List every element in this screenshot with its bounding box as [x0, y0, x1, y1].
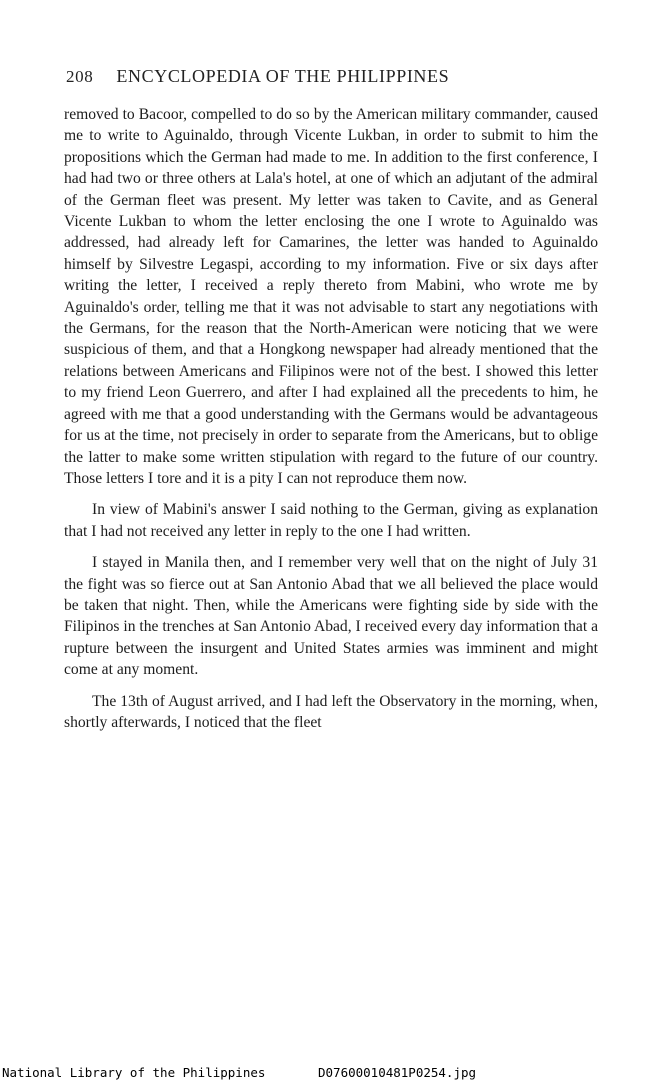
- paragraph-3: I stayed in Manila then, and I remember very well that on the night of July 31 the fight was so fierce out at San Antonio Abad that we all believed the place would be taken that night. Then, while the Americans were fighting side by side with the Filipinos in the trenches at San Antonio Abad, I received every day information that a rupture between the insurgent and United States armies was imminent and might come at any moment.: [64, 554, 598, 679]
- paragraph-2: In view of Mabini's answer I said nothing to the German, giving as explanation that I had not received any letter in reply to the one I had written.: [64, 501, 598, 540]
- scan-footer: [0, 1064, 654, 1081]
- running-title: ENCYCLOPEDIA OF THE PHILIPPINES: [116, 66, 450, 86]
- body-text: [64, 104, 598, 743]
- running-head: [66, 66, 606, 87]
- paragraph-4: The 13th of August arrived, and I had left the Observatory in the morning, when, shortly afterwards, I noticed that the fleet: [64, 692, 598, 731]
- footer-filename: D07600010481P0254.jpg: [318, 1065, 477, 1080]
- page-number: 208: [66, 67, 94, 86]
- footer-source: National Library of the Philippines: [2, 1065, 266, 1080]
- paragraph-1: removed to Bacoor, compelled to do so by the American military commander, caused me to write to Aguinaldo, through Vicente Lukban, in order to submit to him the propositions which the German had made to me. In addition to the first conference, I had had two or three others at Lala's hotel, at one of which an adjutant of the admiral of the German fleet was present. My letter was taken to Cavite, and as General Vicente Lukban to whom the letter enclosing the one I wrote to Aguinaldo was addressed, had already left for Camarines, the letter was handed to Aguinaldo himself by Silvestre Legaspi, according to my information. Five or six days after writing the letter, I received a reply thereto from Mabini, who wrote me by Aguinaldo's order, telling me that it was not advisable to start any negotiations with the Germans, for the reason that the North-American were noticing that we were suspicious of them, and that a Hongkong newspaper had already mentioned that the relations between Americans and Filipinos were not of the best. I showed this letter to my friend Leon Guerrero, and after I had explained all the precedents to him, he agreed with me that a good understanding with the Germans would be advantageous for us at the time, not precisely in order to separate from the Americans, but to oblige the latter to make some written stipulation with regard to the future of our country. Those letters I tore and it is a pity I can not reproduce them now.: [64, 106, 598, 487]
